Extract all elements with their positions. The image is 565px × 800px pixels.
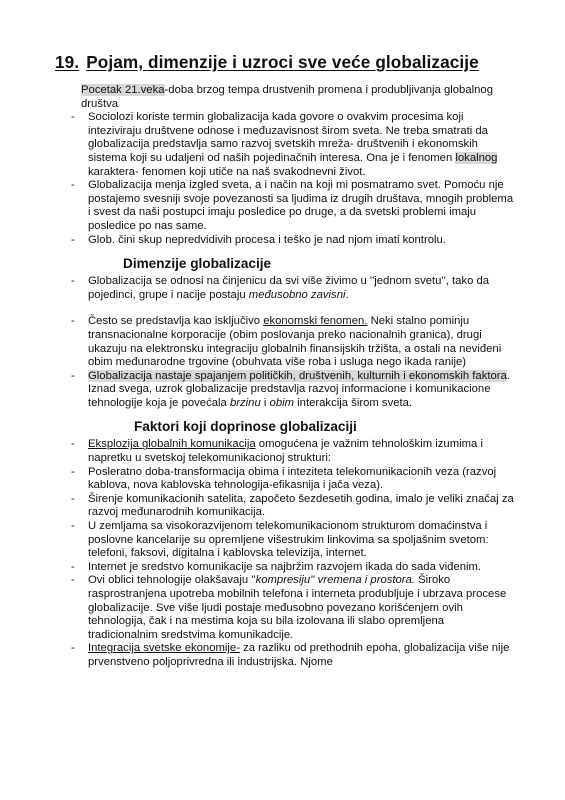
underlined-text: Eksplozija globalnih komunikacija xyxy=(88,438,256,451)
item-text: Globalizacija menja izgled sveta, a i način na koji mi posmatramo svet. Pomoću nje postajemo svesniji svoje povezanosti sa ljudima iz drugih društava, mnogih problema i svest da naši postupci imaju posledice po druge, a da svetski problemi imaju posledice po nas same. xyxy=(88,179,514,232)
highlight-lokalnog: lokalnog xyxy=(455,151,498,164)
list-item xyxy=(71,111,516,179)
underlined-text: ekonomski fenomen. xyxy=(263,315,368,328)
italic-text: brzinu xyxy=(229,396,261,409)
item-text: Širenje komunikacionih satelita, započeto šezdesetih godina, imalo je veliki značaj za razvoj međunarodnih komunikacija. xyxy=(88,492,514,519)
item-text: Široko rasprostranjena upotreba mobilnih telefona i interneta produbljuje i ubrzava procese globalizacije. Sve više ljudi postaje međusobno povezano korišćenjem ovih tehnologija, čak i na mestima koja su bila izolovana ili slabo opremljena tradicionalnim sredstvima komunikadcije. xyxy=(88,574,507,641)
bullet-dash: - xyxy=(71,492,75,505)
italic-text: međusobno zavisni xyxy=(248,288,346,301)
intro-paragraph xyxy=(81,84,511,111)
page-title xyxy=(55,52,479,73)
item-text: interakcija širom sveta. xyxy=(294,396,413,409)
list-item xyxy=(71,560,516,575)
bullet-dash: - xyxy=(71,275,75,288)
item-text: Internet je sredstvo komunikacije sa najbržim razvojem ikada do sada viđenim. xyxy=(88,560,482,573)
list-item xyxy=(71,574,516,642)
heading-dimenzije: Dimenzije globalizacije xyxy=(123,256,272,272)
item-text: karaktera- fenomen koji utiče na naš svakodnevni život. xyxy=(88,165,366,178)
item-text: Globalizacija se odnosi na činjenicu da svi više živimo u ''jednom svetu'', tako da pojedinci, grupe i nacije postaju xyxy=(88,275,490,301)
bullet-dash: - xyxy=(71,560,75,573)
intro-text: -doba brzog tempa drustvenih promena i produbljivanja globalnog društva xyxy=(81,84,493,110)
list-item xyxy=(71,369,516,411)
list-item xyxy=(71,492,516,520)
item-text: Neki stalno pominju transnacionalne korporacije (obim poslovanja preko nacionalnih granica), drugi ukazuju na elektronsku integraciju globalnih finansijskih tržišta, a ostali na neviđeni obim međunarodne trgovine (obuhvata više roba i usluga nego ikada ranije) xyxy=(88,315,502,369)
bullet-dash: - xyxy=(71,369,75,382)
bullet-dash: - xyxy=(71,642,75,655)
item-text: za razliku od prethodnih epoha, globalizacija više nije prvenstveno poljoprivredna ili industrijska. Njome xyxy=(88,642,510,668)
bullet-dash: - xyxy=(71,111,75,124)
bullet-dash: - xyxy=(71,438,75,451)
italic-text: obim xyxy=(269,396,295,409)
bullet-dash: - xyxy=(71,465,75,478)
item-text: omogućena je važnim tehnološkim izumima i napretku u svetskoj telekomunikacionoj strukturi: xyxy=(88,438,483,465)
title-text: Pojam, dimenzije i uzroci sve veće globalizacije xyxy=(86,52,479,72)
bullet-dash: - xyxy=(71,179,75,192)
bullet-dash: - xyxy=(71,520,75,533)
title-number: 19. xyxy=(55,52,80,72)
list-item xyxy=(71,642,516,669)
underlined-text: Integracija svetske ekonomije- xyxy=(88,642,240,655)
item-text: Glob. čini skup nepredvidivih procesa i teško je nad njom imati kontrolu. xyxy=(88,233,446,246)
list-item xyxy=(71,179,516,233)
document-body xyxy=(0,84,565,670)
item-text: Ovi oblici tehnologije olakšavaju '' xyxy=(88,574,256,587)
bullet-dash: - xyxy=(71,233,75,246)
item-text: i xyxy=(260,396,270,409)
item-text: Sociolozi koriste termin globalizacija kada govore o ovakvim procesima koji inteziviraju društvene odnose i međuzavisnost širom sveta. Ne treba smatrati da globalizacija predstavlja samo razvoj svetskih mreža- društvenih i ekonomskih sistema koji su udaljeni od naših pojedinačnih interesa. Ona je i fenomen xyxy=(88,111,488,164)
item-text: . xyxy=(345,288,349,301)
intro-highlight: Pocetak 21.veka xyxy=(81,84,165,96)
highlighted-text: Globalizacija nastaje spajanjem političkih, društvenih, kulturnih i ekonomskih faktora xyxy=(88,369,507,382)
italic-text: kompresiju'' vremena i prostora. xyxy=(255,574,415,587)
list-item xyxy=(71,438,516,465)
list-item xyxy=(71,520,516,561)
heading-faktori: Faktori koji doprinose globalizaciji xyxy=(134,419,357,435)
list-item xyxy=(71,315,516,369)
item-text: . Iznad svega, uzrok globalizacije predstavlja razvoj informacione i komunikacione tehnologije koja je povećala xyxy=(88,369,510,409)
list-item xyxy=(71,465,516,493)
item-text: Često se predstavlja kao isključivo xyxy=(88,315,264,328)
list-item xyxy=(71,275,516,302)
item-text: U zemljama sa visokorazvijenom telekomunikacionom strukturom domaćinstva i poslovne kancelarije su opremljene višestrukim linkovima sa spoljašnim svetom: telefoni, faksovi, digitalna i kablovska televizija, internet. xyxy=(88,520,489,560)
bullet-dash: - xyxy=(71,315,75,328)
bullet-dash: - xyxy=(71,574,75,587)
spacer xyxy=(0,302,565,315)
item-text: Posleratno doba-transformacija obima i inteziteta telekomunikacionih veza (razvoj kablova, nova kablovska tehnologija-efikasnija i jača veza). xyxy=(88,465,497,492)
list-item xyxy=(71,233,516,248)
